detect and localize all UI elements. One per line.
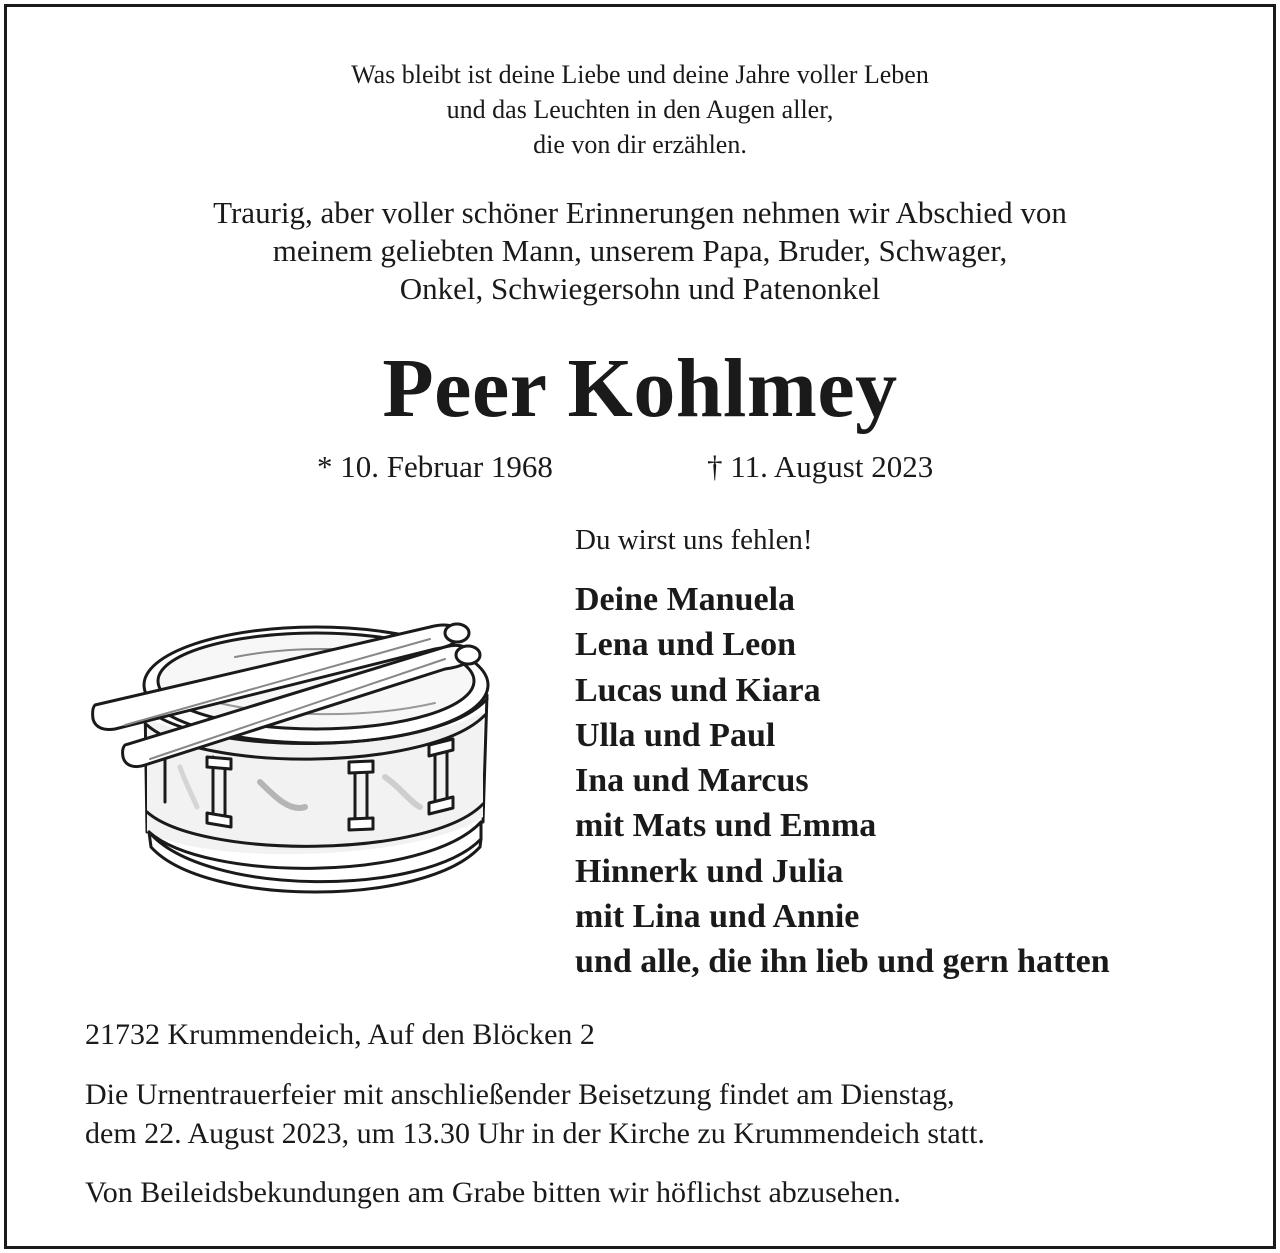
family-member: Ulla und Paul [575,716,776,754]
service-line: dem 22. August 2023, um 13.30 Uhr in der Kirche zu Krummendeich statt. [85,1117,985,1150]
family-address: 21732 Krummendeich, Auf den Blöcken 2 [85,1018,595,1051]
family-member: mit Lina und Annie [575,898,860,936]
intro-line: meinem geliebten Mann, unserem Papa, Bruder, Schwager, [272,233,1008,268]
obituary-notice [4,4,1276,1249]
service-line: Die Urnentrauerfeier mit anschließender Beisetzung findet am Dienstag, [85,1078,955,1111]
death-date: † 11. August 2023 [707,449,934,484]
farewell-intro [7,194,1273,308]
verse-line: die von dir erzählen. [533,130,747,159]
family-member: Hinnerk und Julia [575,852,844,890]
birth-date: * 10. Februar 1968 [317,449,553,484]
farewell-line: Du wirst uns fehlen! [575,524,813,556]
deceased-name: Peer Kohlmey [382,342,898,435]
intro-line: Traurig, aber voller schöner Erinnerungen nehmen wir Abschied von [213,195,1067,230]
condolence-note: Von Beileidsbekundungen am Grabe bitten wir höflichst abzusehen. [85,1176,901,1209]
family-member: Lena und Leon [575,626,797,664]
family-member: und alle, die ihn lieb und gern hatten [575,943,1110,981]
family-member: Lucas und Kiara [575,671,821,709]
memorial-verse [7,57,1273,162]
service-info [85,1075,1235,1153]
family-member: Ina und Marcus [575,762,809,800]
verse-line: Was bleibt ist deine Liebe und deine Jahre voller Leben [351,60,929,89]
family-member: Deine Manuela [575,581,796,618]
intro-line: Onkel, Schwiegersohn und Patenonkel [399,271,881,306]
verse-line: und das Leuchten in den Augen aller, [446,95,834,124]
family-member: mit Mats und Emma [575,807,877,845]
family-list [575,577,1110,985]
drum-icon [85,607,495,927]
